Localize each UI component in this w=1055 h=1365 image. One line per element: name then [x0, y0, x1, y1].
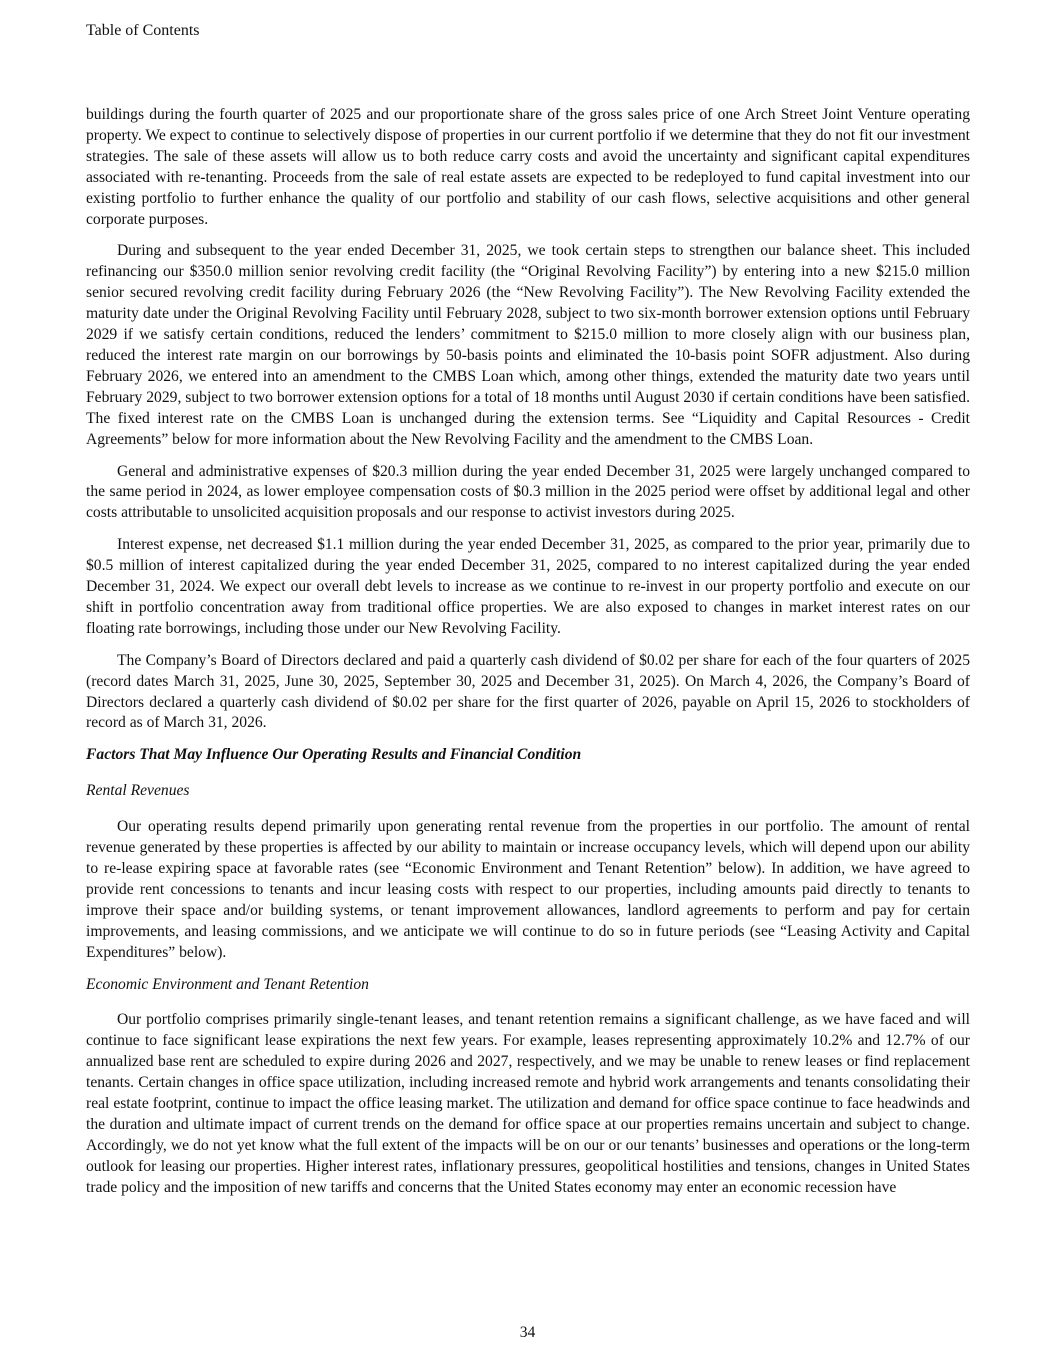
subheading-economic-environment: Economic Environment and Tenant Retention	[86, 975, 369, 993]
page-number: 34	[519, 1324, 536, 1341]
document-body	[86, 105, 970, 1210]
subheading-rental-revenues: Rental Revenues	[86, 782, 190, 800]
paragraph-dispositions: buildings during the fourth quarter of 2025 and our proportionate share of the gross sales price of one Arch Street Joint Venture operating property. We expect to continue to selectively dispose of properties in our current portfolio if we determine that they do not fit our investment strategies. The sale of these assets will allow us to both reduce carry costs and avoid the uncertainty and significant capital expenditures associated with re-tenanting. Proceeds from the sale of real estate assets are expected to be redeployed to fund capital investment into our existing portfolio to further enhance the quality of our portfolio and stability of our cash flows, selective acquisitions and other general corporate purposes.	[86, 106, 970, 228]
paragraph-rental-revenues: Our operating results depend primarily upon generating rental revenue from the properties in our portfolio. The amount of rental revenue generated by these properties is affected by our ability to maintain or increase occupancy levels, which will depend upon our ability to re-lease expiring space at favorable rates (see “Economic Environment and Tenant Retention” below). In addition, we have agreed to provide rent concessions to tenants and incur leasing costs with respect to our properties, including amounts paid directly to tenants to improve their space and/or building systems, or tenant improvement allowances, landlord agreements to perform and pay for certain improvements, and leasing commissions, and we anticipate we will continue to do so in future periods (see “Leasing Activity and Capital Expenditures” below).	[86, 818, 970, 961]
paragraph-general-admin-expenses: General and administrative expenses of $20.3 million during the year ended December 31, 2025 were largely unchanged compared to the same period in 2024, as lower employee compensation costs of $0.3 million in the 2025 period were offset by additional legal and other costs attributable to unsolicited acquisition proposals and our response to activist investors during 2025.	[86, 462, 970, 522]
paragraph-balance-sheet: During and subsequent to the year ended December 31, 2025, we took certain steps to strengthen our balance sheet. This included refinancing our $350.0 million senior revolving credit facility (the “Original Revolving Facility”) by entering into a new $215.0 million senior secured revolving credit facility during February 2026 (the “New Revolving Facility”). The New Revolving Facility extended the maturity date under the Original Revolving Facility until February 2028, subject to two six-month borrower extension options until February 2029 if we satisfy certain conditions, reduced the lenders’ commitment to $215.0 million to more closely align with our business plan, reduced the interest rate margin on our borrowings by 50-basis points and eliminated the 10-basis point SOFR adjustment. Also during February 2026, we entered into an amendment to the CMBS Loan which, among other things, extended the maturity date two years until February 2029, subject to two borrower extension options for a total of 18 months until August 2030 if certain conditions have been satisfied. The fixed interest rate on the CMBS Loan is unchanged during the extension terms. See “Liquidity and Capital Resources - Credit Agreements” below for more information about the New Revolving Facility and the amendment to the CMBS Loan.	[86, 242, 970, 448]
paragraph-interest-expense: Interest expense, net decreased $1.1 million during the year ended December 31, 2025, as compared to the prior year, primarily due to $0.5 million of interest capitalized during the year ended December 31, 2025, compared to no interest capitalized during the year ended December 31, 2024. We expect our overall debt levels to increase as we continue to re-invest in our property portfolio and execute on our shift in portfolio concentration away from traditional office properties. We are also exposed to changes in market interest rates on our floating rate borrowings, including those under our New Revolving Facility.	[86, 536, 970, 637]
paragraph-tenant-retention: Our portfolio comprises primarily single-tenant leases, and tenant retention remains a significant challenge, as we have faced and will continue to face significant lease expirations the next few years. For example, leases representing approximately 10.2% and 12.7% of our annualized base rent are scheduled to expire during 2026 and 2027, respectively, and we may be unable to renew leases or find replacement tenants. Certain changes in office space utilization, including increased remote and hybrid work arrangements and tenants consolidating their real estate footprint, continue to impact the office leasing market. The utilization and demand for office space continue to face headwinds and the duration and ultimate impact of current trends on the demand for office space at our properties remains uncertain and subject to change. Accordingly, we do not yet know what the full extent of the impacts will be on our or our tenants’ businesses and operations or the long-term outlook for leasing our properties. Higher interest rates, inflationary pressures, geopolitical hostilities and tensions, changes in United States trade policy and the imposition of new tariffs and concerns that the United States economy may enter an economic recession have	[86, 1011, 970, 1196]
table-of-contents-link[interactable]: Table of Contents	[86, 22, 200, 39]
section-heading-factors: Factors That May Influence Our Operating Results and Financial Condition	[86, 746, 582, 764]
paragraph-dividends: The Company’s Board of Directors declared and paid a quarterly cash dividend of $0.02 per share for each of the four quarters of 2025 (record dates March 31, 2025, June 30, 2025, September 30, 2025 and December 31, 2025). On March 4, 2026, the Company’s Board of Directors declared a quarterly cash dividend of $0.02 per share for the first quarter of 2026, payable on April 15, 2026 to stockholders of record as of March 31, 2026.	[86, 651, 970, 732]
